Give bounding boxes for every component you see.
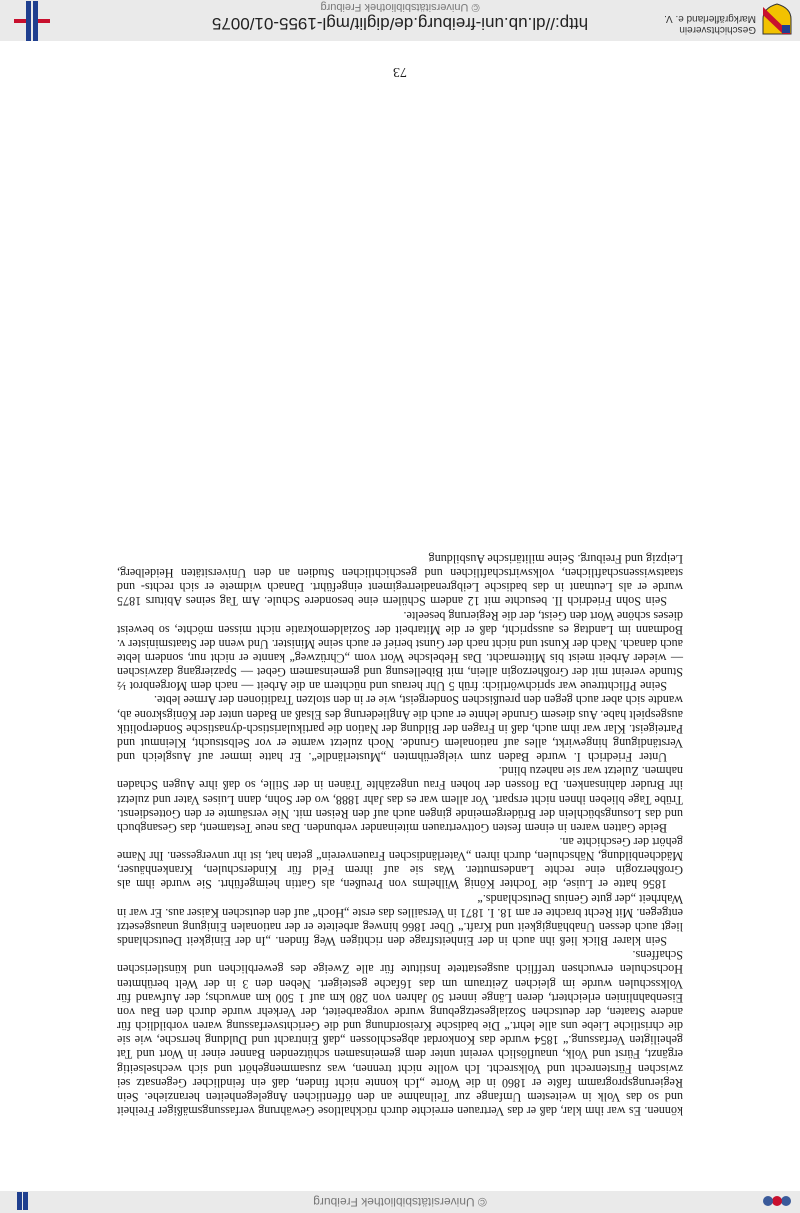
ub-mark-icon	[8, 1192, 38, 1210]
paragraph: Sein Sohn Friedrich II. besuchte mit 12 andern Schülern eine besondere Schule. Am Tag seines Abiturs 1875 wurde er als Leutnant in das badische Leibgrenadierregiment eingeführt. Danach widmete er sich rechts- und staatswissenschaftlichen, volkswirtschaftlichen und geschichtlichen Studien an den Universitäten Heidelberg, Leipzig und Freiburg. Seine militärische Ausbildung	[117, 551, 683, 609]
paragraph: Sein klarer Blick ließ ihn auch in der Einheitsfrage den richtigen Weg finden. „In der Einigkeit Deutschlands liegt auch dessen Unabhängigkeit und Kraft.“ Über 1866 hinweg arbeitete er der nationalen Einigung unausgesetzt entgegen. Mit Recht brachte er am 18. I. 1871 in Versailles das erste „Hoch“ auf den deutschen Kaiser aus. Er war in Wahrheit „der gute Genius Deutschlands.“	[117, 891, 683, 949]
paragraph: Unter Friedrich I. wurde Baden zum vielgerühmten „Musterländle“. Er hatte immer auf Ausgleich und Verständigung hingewirkt, alles auf nationalem Grunde. Noch zuletzt warnte er vor Selbstsucht, Kleinmut und Parteigeist. Klar war ihm auch, daß in Fragen der Bildung der Nation die partikularistisch-dynastische Sonderpolitik ausgespielt habe. Aus diesem Grunde lehnte er auch die Angliederung des Elsaß an Baden unter der Königskrone ab, wandte sich aber auch gegen den preußischen Sondergeist, wie er in den stolzen Traditionen der Armee lebte.	[117, 693, 683, 765]
paragraph: Beide Gatten waren in einem festen Gottvertrauen miteinander verbunden. Das neue Testament, das Gesangbuch und das Losungsbüchlein der Brüdergemeinde gingen auch auf den Reisen mit. Nie versäumte er den Gottesdienst. Trübe Tage blieben ihnen nicht erspart. Vor allem war es das Jahr 1888, wo der Sohn, dann Luises Vater und zuletzt ihr Bruder dahinsanken. Da flossen der hohen Frau ungezählte Tränen in der Stille, so daß ihre Augen Schaden nahmen. Zuletzt war sie nahezu blind.	[117, 764, 683, 835]
ub-logo-icon	[12, 1, 52, 41]
footer-copyright: © Universitätsbibliothek Freiburg	[320, 1, 480, 13]
society-name: Geschichtsverein Markgräflerland e. V.	[664, 13, 756, 35]
scanned-paper	[0, 41, 800, 1191]
paragraph: Seine Pflichttreue war sprichwörtlich: früh 5 Uhr heraus und nüchtern an die Arbeit — nach dem Morgenbrot ½ Stunde vereint mit der Großherzogin allein, mit Bibellesung und gemeinsamem Gebet — Spaziergang dazwischen — wieder Arbeit meist bis Mitternacht. Das Hebelsche Wort vom „Chrüzweg“ kannte er nicht nur, sondern lebte auch danach. Nach der Kunst und nicht nach der Gunst berief er auch seine Minister. Und wenn der Staatsminister v. Bodmann im Landtag es ausspricht, daß er die Mitarbeit der Sozialdemokratie nicht missen möchte, so beweist dieses schöne Wort den Geist, der die Regierung beseelte.	[117, 608, 683, 694]
paragraph: 1856 hatte er Luise, die Tochter König Wilhelms von Preußen, als Gattin heimgeführt. Sie wurde ihm als Großherzogin eine rechte Landesmutter. Was sie auf ihrem Feld für Kinderschulen, Krankenhäuser, Mädchenbildung, Nähschulen, durch ihren „Vaterländischen Frauenverein“ getan hat, ist ihr unvergessen. Ihr Name gehört der Geschichte an.	[117, 835, 683, 892]
paragraph: können. Es war ihm klar, daß er das Vertrauen erreichte durch rückhaltlose Gewährung verfassungsmäßiger Freiheit und so das Volk in weitestem Umfange zur Teilnahme an den öffentlichen Angelegenheiten heranziehe. Sein Regierungsprogramm faßte er 1860 in die Worte „Ich konnte nicht finden, daß ein feindlicher Gegensatz sei zwischen Fürstenrecht und Volksrecht. Ich wollte nicht trennen, was zusammengehört und sich wechselseitig ergänzt, Fürst und Volk, unauflöslich vereint unter dem gemeinsamen schützenden Banner einer in Wort und Tat geheiligten Verfassung.“ 1854 wurde das Konkordat abgeschlossen „daß Eintracht und Duldung herrsche, wie sie die christliche Liebe uns alle lehrt.“ Die badische Kreisordnung und die Gerichtsverfassung waren vorbildlich für andere Staaten, der deutschen Sozialgesetzgebung wurde vorgearbeitet, der Verkehr wurde durch den Bau von Eisenbahnlinien erleichtert, deren Länge innert 50 Jahren von 280 km auf 1 500 km anwuchs; der Aufwand für Volksschulen wurde im gleichen Zeitraum um das 16fache gesteigert. Neben den 3 in der Welt berühmten Hochschulen erwuchsen trefflich ausgestattete Institute für alle Zweige des gewerblichen und künstlerischen Schaffens.	[117, 948, 683, 1118]
footer-band	[0, 0, 800, 41]
header-band	[0, 1190, 800, 1213]
page-number: 73	[393, 64, 407, 79]
body-text	[117, 552, 683, 1118]
header-copyright: © Universitätsbibliothek Freiburg	[313, 1195, 487, 1209]
document-url-link[interactable]: http://dl.ub.uni-freiburg.de/diglit/mgl-1955-01/0075	[211, 14, 589, 33]
